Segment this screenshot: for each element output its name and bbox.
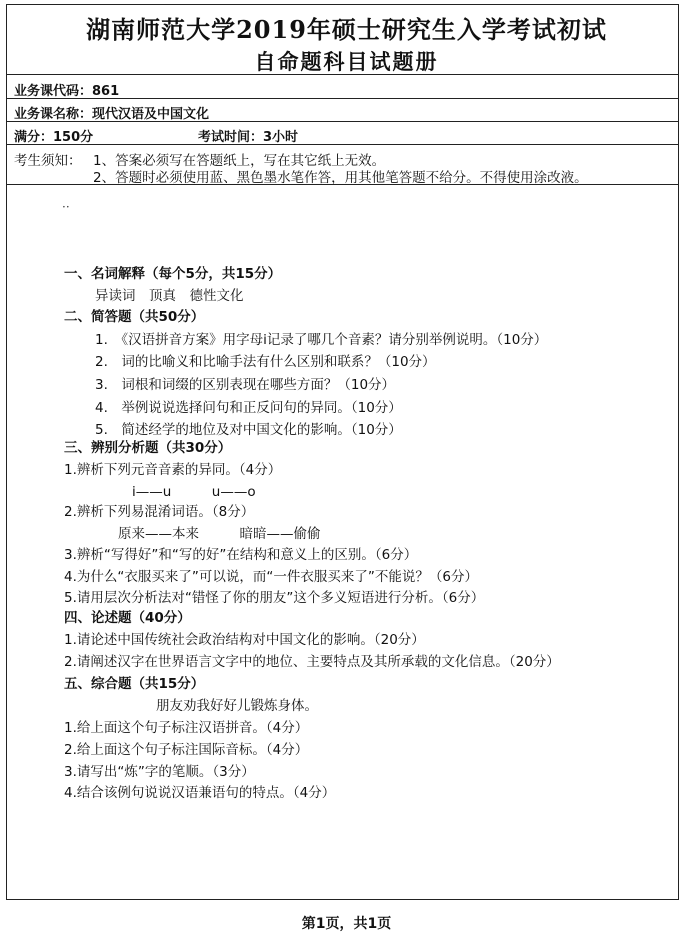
question-3-1: 1.辨析下列元音音素的异同。（4分） [64, 462, 282, 478]
question-5-3: 3.请写出“炼”字的笔顺。（3分） [64, 764, 255, 780]
question-5-2: 2.给上面这个句子标注国际音标。（4分） [64, 742, 309, 758]
question-3-2: 2.辨析下列易混淆词语。（8分） [64, 504, 255, 520]
notice-item-2: 2、答题时必须使用蓝、黑色墨水笔作答，用其他笔答题不给分。不得使用涂改液。 [93, 170, 588, 186]
divider [6, 184, 679, 185]
exam-subtitle: 自命题科目试题册 [254, 49, 439, 74]
question-4-2: 2.请阐述汉字在世界语言文字中的地位、主要特点及其所承载的文化信息。（20分） [64, 654, 560, 670]
section-5-heading: 五、综合题（共15分） [64, 676, 205, 692]
question-5-1: 1.给上面这个句子标注汉语拼音。（4分） [64, 720, 309, 736]
question-3-1-items: i——u u——o [132, 484, 256, 500]
exam-time: 考试时间：3小时 [198, 130, 299, 145]
question-5-4: 4.结合该例句说说汉语兼语句的特点。（4分） [64, 785, 336, 801]
divider [6, 121, 679, 122]
question-2-1: 1. 《汉语拼音方案》用字母i记录了哪几个音素？请分别举例说明。（10分） [95, 332, 548, 348]
section-1-heading: 一、名词解释（每个5分，共15分） [64, 266, 282, 282]
full-score: 满分：150分 [14, 130, 94, 145]
question-3-4: 4.为什么“衣服买来了”可以说，而“一件衣服买来了”不能说？（6分） [64, 569, 478, 585]
question-2-2: 2. 词的比喻义和比喻手法有什么区别和联系？（10分） [95, 354, 436, 370]
stray-marks: ·· [62, 200, 70, 214]
question-2-4: 4. 举例说说选择问句和正反问句的异同。（10分） [95, 400, 402, 416]
question-3-5: 5.请用层次分析法对“错怪了你的朋友”这个多义短语进行分析。（6分） [64, 590, 485, 606]
notice-item-1: 1、答案必须写在答题纸上，写在其它纸上无效。 [93, 153, 386, 169]
section-1-terms: 异读词 顶真 德性文化 [95, 288, 244, 304]
example-sentence: 朋友劝我好好儿锻炼身体。 [156, 698, 318, 714]
section-4-heading: 四、论述题（40分） [64, 610, 191, 626]
question-3-2-items: 原来——本来 暗暗——偷偷 [118, 526, 321, 542]
course-code: 业务课代码：861 [14, 84, 120, 99]
question-2-5: 5. 简述经学的地位及对中国文化的影响。（10分） [95, 422, 402, 438]
divider [6, 74, 679, 75]
exam-title: 湖南师范大学2019年硕士研究生入学考试初试 [86, 15, 607, 44]
notice-label: 考生须知： [14, 153, 82, 169]
question-2-3: 3. 词根和词缀的区别表现在哪些方面？（10分） [95, 377, 396, 393]
course-name: 业务课名称：现代汉语及中国文化 [14, 107, 210, 122]
section-3-heading: 三、辨别分析题（共30分） [64, 440, 232, 456]
divider [6, 144, 679, 145]
section-2-heading: 二、简答题（共50分） [64, 309, 205, 325]
page-number: 第1页，共1页 [301, 916, 392, 932]
divider [6, 98, 679, 99]
question-4-1: 1.请论述中国传统社会政治结构对中国文化的影响。（20分） [64, 632, 425, 648]
question-3-3: 3.辨析“写得好”和“写的好”在结构和意义上的区别。（6分） [64, 547, 418, 563]
